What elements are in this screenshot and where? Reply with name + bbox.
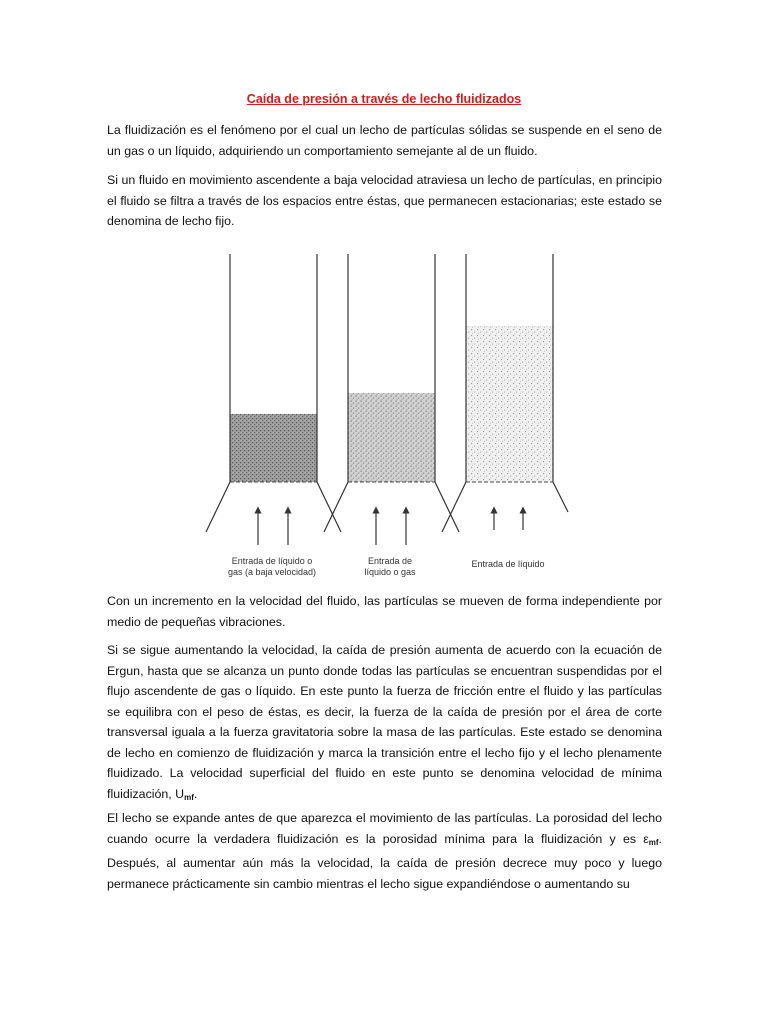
bed-particles-medium <box>348 393 435 482</box>
tube-fluidized-bed <box>442 254 568 569</box>
caption-tube-1-line-2: gas (a baja velocidad) <box>227 567 317 577</box>
fluidized-bed-figure <box>200 250 570 585</box>
bed-particles-dense <box>230 414 317 482</box>
paragraph-minimum-fluidization <box>107 640 662 808</box>
caption-tube-1-line-1: Entrada de líquido o <box>231 556 313 566</box>
bed-particles-light <box>466 326 553 482</box>
tube-expanded-bed <box>324 254 459 577</box>
paragraph-minimum-fluidization-end: . <box>193 786 198 801</box>
paragraph-minimum-fluidization-text: Si se sigue aumentando la velocidad, la caída de presión aumenta de acuerdo con la ecuación de Ergun, hasta que se alcanza un punto donde todas las partículas se encuentran suspendidas por el flujo ascendente de gas o líquido. En este punto la fuerza de fricción entre el fluido y las partículas se equilibra con el peso de éstas, es decir, la fuerza de la caída de presión por el área de corte transversal iguala a la fuerza gravitatoria sobre la masa de las partículas. Este estado se denomina de lecho en comienzo de fluidización y marca la transición entre el lecho fijo y el lecho plenamente fluidizado. La velocidad superficial del fluido en este punto se denomina velocidad de mínima fluidización, U <box>107 643 662 801</box>
paragraph-bed-expansion-text: El lecho se expande antes de que aparezca el movimiento de las partículas. La porosidad del lecho cuando ocurre la verdadera fluidización es la porosidad mínima para la fluidización y es ε <box>107 811 662 846</box>
caption-tube-2-line-2: líquido o gas <box>364 567 416 577</box>
tube-fixed-bed <box>206 254 341 577</box>
emf-subscript: mf <box>648 837 659 847</box>
paragraph-bed-expansion-end: . Después, al aumentar aún más la velocidad, la caída de presión decrece muy poco y luego permanece prácticamente sin cambio mientras el lecho sigue expandiéndose o aumentando su <box>107 831 662 891</box>
paragraph-fluidization-definition: La fluidización es el fenómeno por el cual un lecho de partículas sólidas se suspende en el seno de un gas o un líquido, adquiriendo un comportamiento semejante al de un fluido. <box>107 123 662 158</box>
paragraph-fixed-bed: Si un fluido en movimiento ascendente a baja velocidad atraviesa un lecho de partículas, en principio el fluido se filtra a través de los espacios entre éstas, que permanecen estacionarias; este estado se denomina de lecho fijo. <box>107 173 662 228</box>
caption-tube-3-line-1: Entrada de líquido <box>471 559 545 569</box>
paragraph-bed-expansion <box>107 808 662 894</box>
caption-tube-2-line-1: Entrada de <box>367 556 413 566</box>
document-title: Caída de presión a través de lecho fluidizados <box>246 92 522 106</box>
fluidized-bed-diagram <box>200 250 570 585</box>
umf-subscript: mf <box>184 792 194 802</box>
paragraph-vibrations: Con un incremento en la velocidad del fluido, las partículas se mueven de forma independiente por medio de pequeñas vibraciones. <box>107 594 662 629</box>
